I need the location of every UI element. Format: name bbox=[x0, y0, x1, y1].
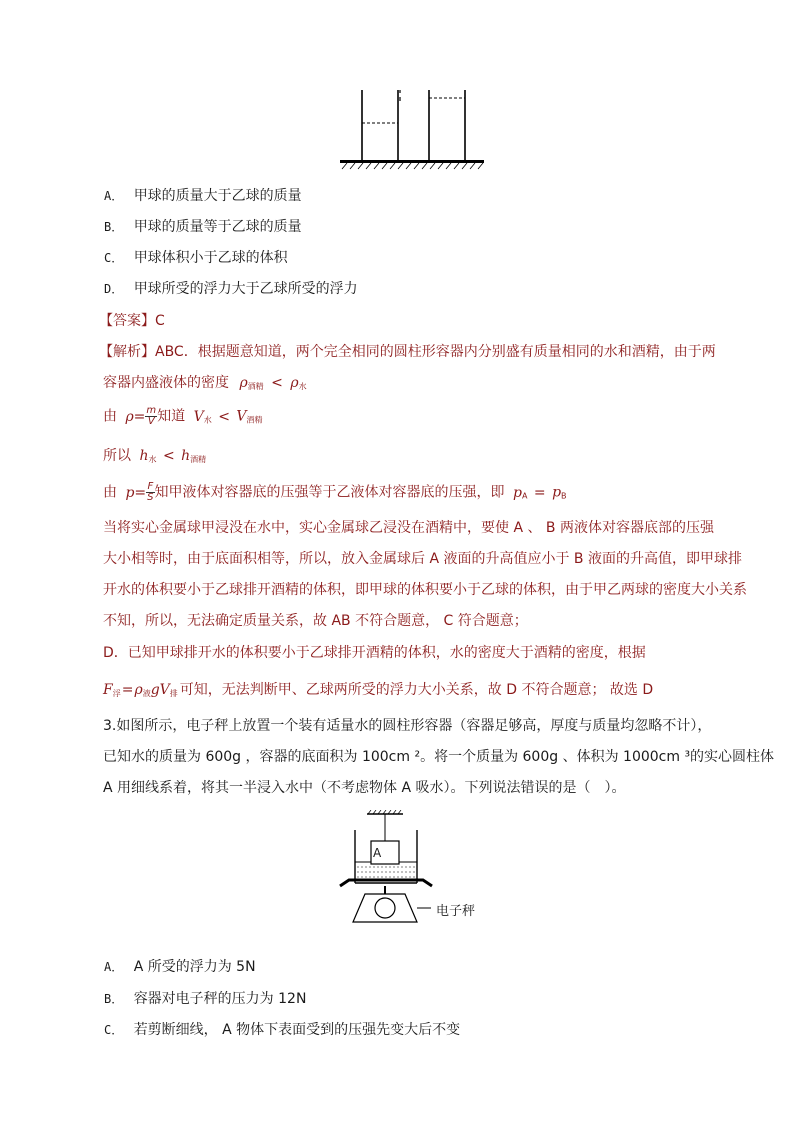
analysis-d-line-2: $F_浮=\rho_液gV_排$ 可知，无法判断甲、乙球两所受的浮力大小关系，故 D 不符合题意； 故选 D bbox=[103, 682, 654, 698]
two-cylinders-figure bbox=[338, 88, 486, 170]
q3-option-a: A． A 所受的浮力为 5N bbox=[104, 959, 256, 975]
q2-option-b: B． 甲球的质量等于乙球的质量 bbox=[104, 219, 302, 235]
q2-option-d: D． 甲球所受的浮力大于乙球所受的浮力 bbox=[104, 281, 358, 297]
analysis-para-1: 当将实心金属球甲浸没在水中，实心金属球乙浸没在酒精中，要使 A 、 B 两液体对容器底部的压强 bbox=[103, 520, 714, 536]
q3-stem-line-2: 已知水的质量为 600g ，容器的底面积为 100cm ²。将一个质量为 600g 、体积为 1000cm ³的实心圆柱体 bbox=[103, 749, 775, 765]
q2-option-a: A． 甲球的质量大于乙球的质量 bbox=[104, 188, 302, 204]
analysis-d-line-1: D．已知甲球排开水的体积要小于乙球排开酒精的体积，水的密度大于酒精的密度，根据 bbox=[103, 645, 646, 661]
q3-option-b: B． 容器对电子秤的压力为 12N bbox=[104, 991, 307, 1007]
q3-option-c: C． 若剪断细线， A 物体下表面受到的压强先变大后不变 bbox=[104, 1022, 461, 1038]
answer-line bbox=[99, 311, 165, 331]
analysis-line-4: 所以 $h_水 < h_{酒精}$ bbox=[103, 448, 207, 464]
analysis-line-3: 由 ρ= $\frac{m}{V}$ 知道 $V_水 < V_{酒精}$ bbox=[103, 405, 263, 427]
answer-value: C bbox=[155, 313, 165, 329]
analysis-line-2: 容器内盛液体的密度 $\rho_{酒精} < \rho_水$ bbox=[103, 375, 307, 391]
figure-label-scale: 电子秤 bbox=[436, 904, 476, 919]
answer-label: 【答案】 bbox=[99, 313, 155, 329]
q3-stem-line-3: A 用细线系着，将其一半浸入水中（不考虑物体 A 吸水）。下列说法错误的是（ ）。 bbox=[103, 780, 626, 796]
analysis-para-4: 不知，所以，无法确定质量关系，故 AB 不符合题意， C 符合题意； bbox=[103, 613, 528, 629]
electronic-scale-figure bbox=[337, 810, 437, 935]
q2-option-c: C． 甲球体积小于乙球的体积 bbox=[104, 250, 288, 266]
analysis-para-3: 开水的体积要小于乙球排开酒精的体积，即甲球的体积要小于乙球的体积，由于甲乙两球的密度大小关系 bbox=[103, 582, 747, 598]
analysis-line-1: 【解析】ABC．根据题意知道，两个完全相同的圆柱形容器内分别盛有质量相同的水和酒精，由于两 bbox=[99, 344, 716, 360]
figure-label-a: A bbox=[373, 846, 382, 860]
analysis-para-2: 大小相等时，由于底面积相等，所以，放入金属球后 A 液面的升高值应小于 B 液面的升高值，即甲球排 bbox=[103, 551, 742, 567]
q3-stem-line-1: 3.如图所示，电子秤上放置一个装有适量水的圆柱形容器（容器足够高，厚度与质量均忽略不计）， bbox=[103, 718, 712, 734]
analysis-line-5: 由 p= $\frac{F}{S}$ 知甲液体对容器底的压强等于乙液体对容器底的压强，即 $p_A = p_B$ bbox=[103, 481, 567, 503]
